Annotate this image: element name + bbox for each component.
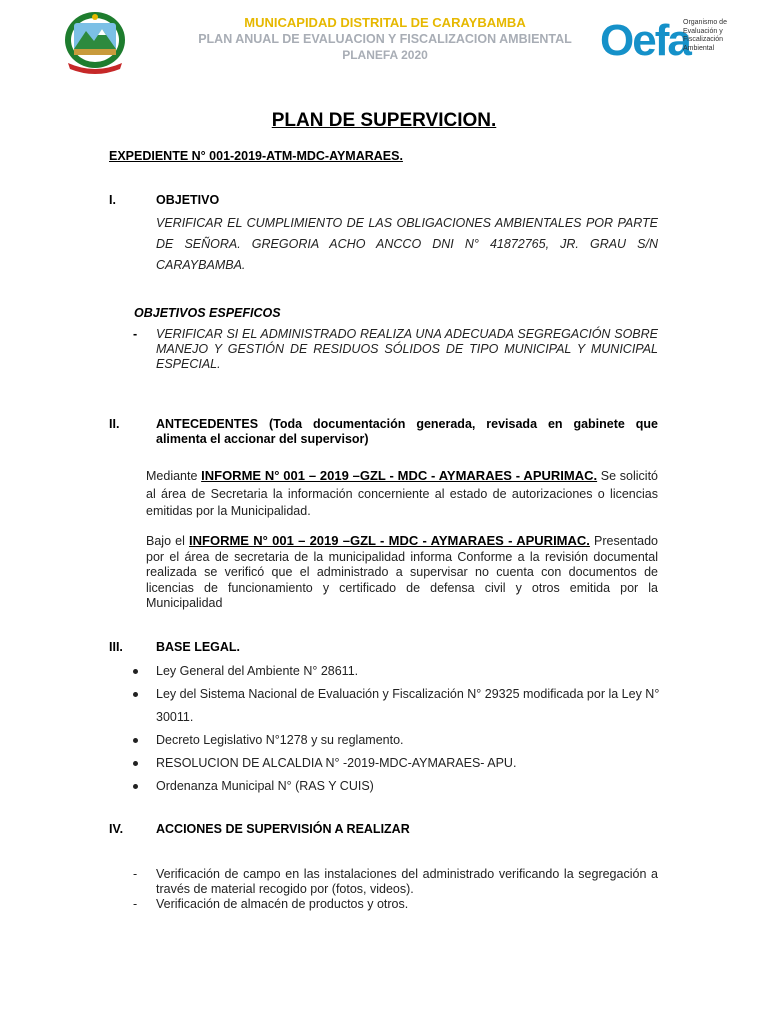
list-item-text: Ordenanza Municipal N° (RAS Y CUIS) xyxy=(156,779,374,793)
paragraph-text: Bajo el xyxy=(146,534,190,548)
list-item-text: Decreto Legislativo N°1278 y su reglamento. xyxy=(156,733,404,747)
list-item xyxy=(133,867,658,897)
expediente-number: EXPEDIENTE N° 001-2019-ATM-MDC-AYMARAES. xyxy=(109,149,403,163)
section-4-title: ACCIONES DE SUPERVISIÓN A REALIZAR xyxy=(156,822,410,836)
section-1-title: OBJETIVO xyxy=(156,193,220,207)
dash-bullet: - xyxy=(133,897,138,911)
document-header xyxy=(0,0,768,80)
list-item xyxy=(130,752,660,775)
list-item-text: Ley del Sistema Nacional de Evaluación y Fiscalización N° 29325 modificada por la Ley N° 30011. xyxy=(156,687,660,724)
list-item-text: Ley General del Ambiente N° 28611. xyxy=(156,664,359,678)
list-item-text: Verificación de campo en las instalaciones del administrado verificando la segregación a través de material recogido por (fotos, videos). xyxy=(156,867,658,896)
antecedent-paragraph-1 xyxy=(146,467,658,521)
bullet-dot-icon xyxy=(133,738,138,743)
section-2-number: II. xyxy=(109,417,120,431)
informe-reference: INFORME N° 001 – 2019 –GZL - MDC - AYMARAES - APURIMAC. xyxy=(201,468,598,483)
section-3-title: BASE LEGAL. xyxy=(156,640,241,654)
list-item-text: RESOLUCION DE ALCALDIA N° -2019-MDC-AYMARAES- APU. xyxy=(156,756,517,770)
oefa-org-name: Organismo de Evaluación y Fiscalización Ambiental xyxy=(683,19,727,52)
dash-bullet: - xyxy=(133,867,138,881)
document-title: PLAN DE SUPERVICION. xyxy=(271,110,497,131)
bullet-dot-icon xyxy=(133,692,138,697)
section-3-number: III. xyxy=(109,640,123,654)
municipal-seal-icon xyxy=(60,9,130,75)
specific-objectives-title: OBJETIVOS ESPEFICOS xyxy=(134,306,281,320)
section-2-title: ANTECEDENTES (Toda documentación generada, revisada en gabinete que alimenta el accionar del supervisor) xyxy=(156,417,658,446)
list-item-text: Verificación de almacén de productos y otros. xyxy=(156,897,409,911)
list-item xyxy=(133,897,658,912)
plan-name: PLAN ANUAL DE EVALUACION Y FISCALIZACION AMBIENTAL xyxy=(198,32,572,46)
list-item xyxy=(130,660,660,683)
objective-text: VERIFICAR EL CUMPLIMIENTO DE LAS OBLIGACIONES AMBIENTALES POR PARTE DE SEÑORA. GREGORIA ACHO ANCCO DNI N° 41872765, JR. GRAU S/N CARAYBAMBA. xyxy=(156,216,658,272)
municipality-name: MUNICAPIDAD DISTRITAL DE CARAYBAMBA xyxy=(244,15,526,30)
bullet-dot-icon xyxy=(133,669,138,674)
header-titles xyxy=(150,15,620,63)
bullet-dot-icon xyxy=(133,784,138,789)
list-item xyxy=(130,729,660,752)
dash-bullet: - xyxy=(133,327,138,341)
list-item xyxy=(130,775,660,798)
legal-basis-list xyxy=(130,660,660,798)
list-item xyxy=(130,683,660,729)
plan-year: PLANEFA 2020 xyxy=(342,48,428,62)
oefa-logo xyxy=(600,16,727,68)
antecedent-paragraph-2 xyxy=(146,533,658,612)
informe-reference: INFORME N° 001 – 2019 –GZL - MDC - AYMARAES - APURIMAC. xyxy=(189,533,590,548)
specific-objective-item: VERIFICAR SI EL ADMINISTRADO REALIZA UNA ADECUADA SEGREGACIÓN SOBRE MANEJO Y GESTIÓN DE RESIDUOS SÓLIDOS DE TIPO MUNICIPAL Y MUNICIPAL ESPECIAL. xyxy=(156,327,658,371)
paragraph-text: Mediante xyxy=(146,469,202,483)
section-1-number: I. xyxy=(109,193,116,207)
paragraph-text: Se solicitó al área de Secretaria la información concerniente al estado de autorizaciones o licencias emitidas por la Municipalidad. xyxy=(146,469,658,518)
oefa-logo-text: Oefa xyxy=(600,16,690,65)
paragraph-text: Presentado por el área de secretaria de la municipalidad informa Conforme a la revisión documental realizada se verificó que el administrado a supervisar no cuenta con documentos de licencias de funcionamiento y certificado de defensa civil y otros emitida por la Municipalidad xyxy=(146,534,658,610)
bullet-dot-icon xyxy=(133,761,138,766)
section-4-number: IV. xyxy=(109,822,124,836)
